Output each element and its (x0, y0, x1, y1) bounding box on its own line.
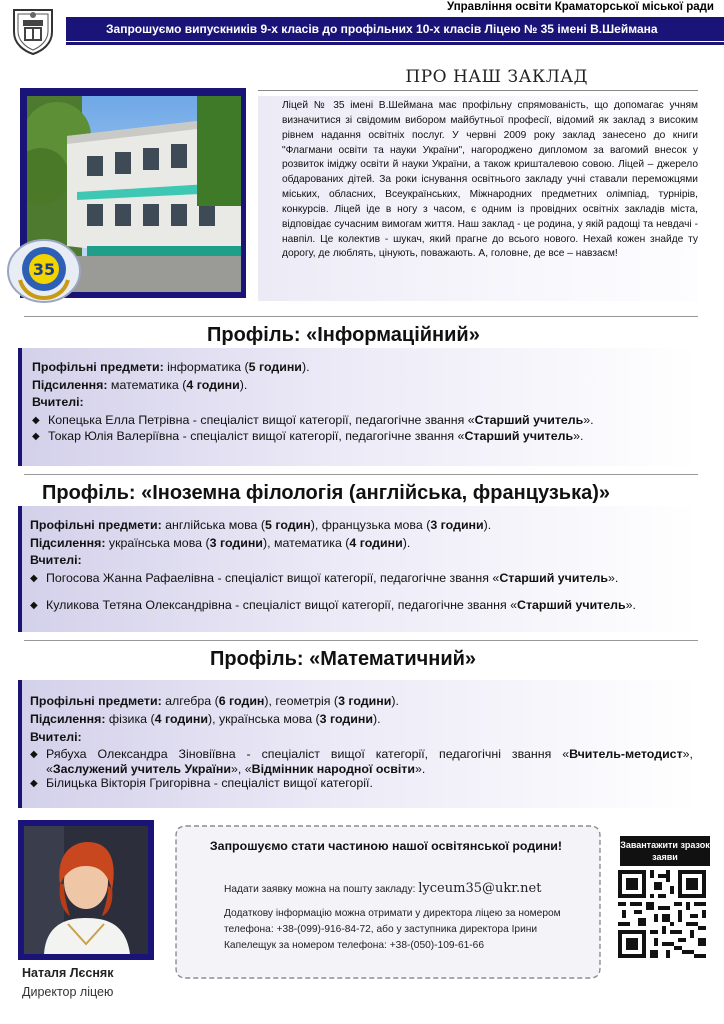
profile-subjects (30, 518, 491, 533)
section-divider (24, 474, 698, 475)
bold-text: 4 години (154, 712, 208, 726)
qr-label[interactable]: Завантажити зразок заяви (620, 836, 710, 866)
bold-text: 3 години (319, 712, 373, 726)
teacher-text (46, 571, 618, 585)
director-photo (24, 826, 148, 954)
header-banner (66, 17, 724, 41)
profile-box (18, 680, 698, 808)
text: Погосова Жанна Рафаелівна - спеціаліст вищої категорії, педагогічне звання « (46, 571, 500, 585)
reinforce-value (105, 536, 410, 550)
bold-text: Заслужений учитель України (52, 762, 231, 776)
text: ». (583, 413, 594, 427)
profile-title: Профіль: «Іноземна філологія (англійська, французька)» (42, 482, 611, 504)
teacher-text (46, 747, 693, 776)
emblem-number: 35 (32, 260, 56, 279)
city-crest-icon (8, 4, 58, 56)
profile-subjects (32, 360, 310, 375)
bold-text: 3 години (338, 694, 392, 708)
text: ). (483, 518, 492, 532)
org-name: Управління освіти Краматорської міської ради (447, 1, 714, 13)
about-title: ПРО НАШ ЗАКЛАД (405, 67, 588, 87)
profile-subjects (30, 694, 399, 709)
header-divider (66, 42, 724, 45)
invite-title: Запрошуємо стати частиною нашої освітянської родини! (209, 839, 563, 853)
text: », « (230, 762, 252, 776)
text: Білицька Вікторія Григорівна - спеціаліст вищої категорії. (46, 776, 373, 790)
text: ). (402, 536, 411, 550)
teachers-label-text: Вчителі: (30, 730, 82, 744)
lyceum-emblem-icon (6, 238, 82, 304)
bullet-icon: ◆ (32, 415, 40, 426)
profile-box-accent (18, 348, 22, 466)
profile-title: Профіль: «Інформаційний» (207, 324, 480, 346)
reinforce-label: Підсилення: (30, 712, 106, 726)
text: ». (573, 429, 584, 443)
bullet-icon: ◆ (30, 600, 38, 611)
director-role: Директор ліцею (22, 985, 114, 999)
text: ), українська мова ( (207, 712, 320, 726)
text: інформатика ( (163, 360, 249, 374)
bold-text: 6 годин (218, 694, 265, 708)
about-box (258, 96, 698, 301)
teachers-label (30, 553, 82, 568)
director-name: Наталя Лєсняк (22, 966, 114, 980)
invite-info: Додаткову інформацію можна отримати у директора ліцею за номером телефона: +38-(099)-916-84-72, або у заступника директора Ірини Капелещук за номером телефона: +38-(050)-109-61-66 (224, 908, 561, 951)
text: ). (391, 694, 399, 708)
subjects-label: Профільні предмети: (30, 518, 162, 532)
text: Куликова Тетяна Олександрівна - спеціаліст вищої категорії, педагогічне звання « (46, 598, 517, 612)
teachers-label (32, 395, 84, 410)
teacher-text (48, 429, 583, 443)
bold-text: 3 години (430, 518, 484, 532)
text: ), геометрія ( (264, 694, 339, 708)
text: ). (372, 712, 381, 726)
reinforce-label: Підсилення: (32, 378, 108, 392)
mail-link[interactable]: lyceum35@ukr.net (418, 881, 542, 896)
text: », « (46, 747, 693, 776)
teacher-item (30, 571, 693, 586)
subjects-label: Профільні предмети: (30, 694, 162, 708)
bold-text: Старший учитель (474, 413, 584, 427)
text: математика ( (107, 378, 187, 392)
teacher-text (48, 413, 594, 427)
reinforce-value (105, 712, 380, 726)
bullet-icon: ◆ (30, 749, 38, 760)
reinforce-value (107, 378, 247, 392)
bold-text: Відмінник народної освіти (251, 762, 415, 776)
teacher-item (32, 429, 688, 444)
invite-mail-line (224, 881, 541, 896)
profile-box-accent (18, 680, 22, 808)
profile-box (18, 348, 698, 466)
bullet-icon: ◆ (30, 573, 38, 584)
teachers-label-text: Вчителі: (30, 553, 82, 567)
text: Рябуха Олександра Зіновіївна - спеціаліст вищої категорії, педагогічні звання « (46, 747, 570, 761)
text: ». (625, 598, 636, 612)
bullet-icon: ◆ (30, 778, 38, 789)
bold-text: Старший учитель (464, 429, 574, 443)
teacher-item (30, 598, 693, 613)
bold-text: Старший учитель (499, 571, 608, 585)
profile-title: Профіль: «Математичний» (210, 648, 477, 670)
teachers-label-text: Вчителі: (32, 395, 84, 409)
teacher-item (30, 747, 693, 777)
text: ). (239, 378, 248, 392)
text: українська мова ( (105, 536, 210, 550)
bold-text: 4 години (186, 378, 240, 392)
profile-box-accent (18, 506, 22, 632)
subjects-value (162, 694, 399, 708)
text: ». (607, 571, 619, 585)
text: Токар Юлія Валеріївна - спеціаліст вищої категорії, педагогічне звання « (48, 429, 465, 443)
section-divider (24, 316, 698, 317)
teacher-text (46, 776, 373, 790)
text: ), математика ( (262, 536, 350, 550)
header-top (0, 0, 724, 14)
text: алгебра ( (161, 694, 219, 708)
profile-reinforce (32, 378, 247, 393)
teachers-label (30, 730, 82, 745)
reinforce-label: Підсилення: (30, 536, 106, 550)
about-text: Ліцей № 35 імені В.Шеймана має профільну спрямованість, що допомагає учням визначитися зі свідомим вибором майбутньої професії, відомий як заклад з високим рівнем надання освітніх послуг. У червні 2009 року заклад занесено до книги "Флагмани освіти та науки України", нагороджено дипломом за вагомий внесок у розвиток іміджу освіти й науки України, а також кришталевою совою. Ліцей – джерело обдарованих дітей. За роки існування освітнього закладу учні ставали переможцями міських, обласних, Всеукраїнських, Міжнародних предметних олімпіад, турнірів, конкурсів. Ліцей іде в ногу з часом, є одним із провідних освітніх закладів міста, відповідає сучасним вимогам життя. Наш заклад - це родина, у якій радощі та невдачі - навпіл. Це колектив - шукач, який прагне до всього нового. Нехай кожен знайде ту дорогу, де люблять, цінують, поважають. А, головне, де все – навзаєм! (282, 100, 698, 260)
bold-text: 4 години (349, 536, 403, 550)
text: англійська мова ( (161, 518, 266, 532)
subjects-value (164, 360, 310, 374)
about-title-bar (258, 66, 698, 91)
qr-code-icon[interactable] (618, 870, 706, 958)
teacher-item (30, 776, 693, 791)
banner-text: Запрошуємо випускників 9-х класів до профільних 10-х класів Ліцею № 35 імені В.Шеймана (106, 22, 658, 36)
bullet-icon: ◆ (32, 431, 40, 442)
text: ). (301, 360, 310, 374)
text: фізика ( (105, 712, 155, 726)
bold-text: Вчитель-методист (569, 747, 683, 761)
subjects-value (162, 518, 492, 532)
teacher-item (32, 413, 688, 428)
bold-text: Старший учитель (517, 598, 626, 612)
bold-text: 5 годин (265, 518, 311, 532)
teacher-text (46, 598, 636, 612)
section-divider (24, 640, 698, 641)
text: ), французька мова ( (310, 518, 431, 532)
profile-reinforce (30, 712, 381, 727)
profile-box (18, 506, 698, 632)
bold-text: 5 години (248, 360, 302, 374)
text: Копецька Елла Петрівна - спеціаліст вищої категорії, педагогічне звання « (48, 413, 475, 427)
subjects-label: Профільні предмети: (32, 360, 164, 374)
profile-reinforce (30, 536, 410, 551)
mail-label: Надати заявку можна на пошту закладу: (224, 884, 416, 895)
text: ». (414, 762, 426, 776)
bold-text: 3 години (209, 536, 263, 550)
